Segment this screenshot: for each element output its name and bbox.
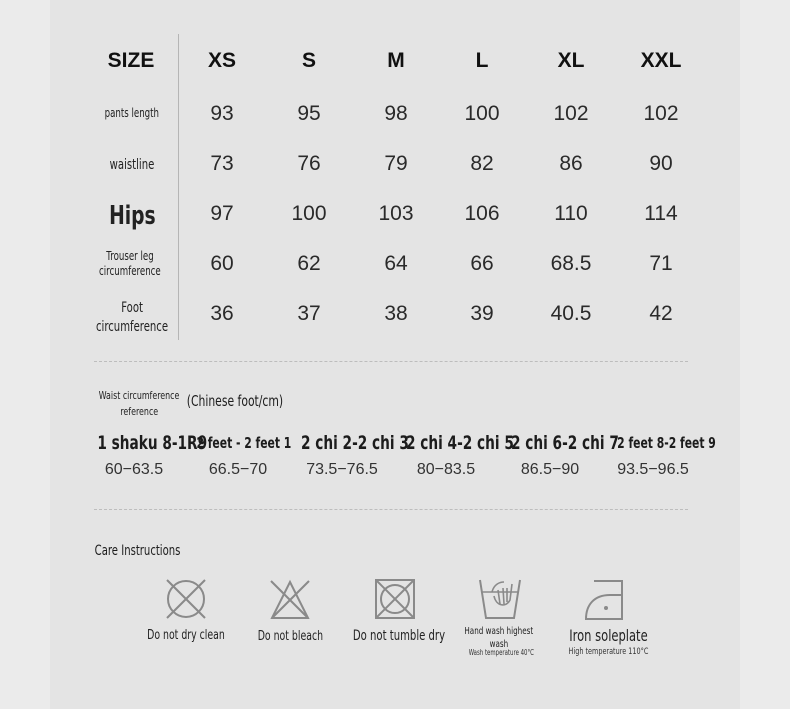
table-cell: 100 xyxy=(464,102,500,125)
table-cell: 73 xyxy=(210,152,234,175)
row-label-waistline: waistline xyxy=(109,157,155,173)
care-title: Care Instructions xyxy=(94,543,181,559)
waist-cm-2: 66.5−70 xyxy=(208,461,268,478)
no-bleach-icon xyxy=(268,578,312,620)
care-label-bleach: Do not bleach xyxy=(257,629,323,644)
row-label-trouser-leg: Trouser leg circumference xyxy=(99,249,161,278)
table-cell: 39 xyxy=(470,302,494,325)
table-cell: 66 xyxy=(470,252,494,275)
row-label-pants-length: pants length xyxy=(104,106,160,120)
waist-cm-5: 86.5−90 xyxy=(520,461,580,478)
table-cell: 100 xyxy=(291,202,327,225)
table-cell: 95 xyxy=(297,102,321,125)
table-cell: 37 xyxy=(297,302,321,325)
table-cell: 110 xyxy=(554,202,588,225)
table-cell: 79 xyxy=(384,152,408,175)
table-cell: 86 xyxy=(559,152,583,175)
table-cell: 62 xyxy=(297,252,321,275)
table-cell: 60 xyxy=(210,252,234,275)
table-cell: 106 xyxy=(464,202,500,225)
table-cell: 64 xyxy=(384,252,408,275)
table-cell: 71 xyxy=(649,252,673,275)
table-cell: 36 xyxy=(210,302,234,325)
waist-reference-label: Waist circumference reference xyxy=(98,389,180,418)
waist-chinese-4: 2 chi 4-2 chi 5 xyxy=(405,432,514,454)
table-cell: 90 xyxy=(649,152,673,175)
row-label-foot-circumference: Foot circumference xyxy=(95,300,169,335)
waist-chinese-3: 2 chi 2-2 chi 3 xyxy=(300,432,409,454)
care-label-hand-wash: Hand wash highest wash xyxy=(464,626,534,650)
size-xxl: XXL xyxy=(640,49,682,72)
unit-note: (Chinese foot/cm) xyxy=(186,392,284,410)
size-xl: XL xyxy=(557,49,585,72)
table-cell: 98 xyxy=(384,102,408,125)
table-cell: 114 xyxy=(644,202,678,225)
care-label-dry-clean: Do not dry clean xyxy=(147,628,225,643)
size-header-label: SIZE xyxy=(107,49,155,72)
waist-cm-4: 80−83.5 xyxy=(416,461,476,478)
table-cell: 76 xyxy=(297,152,321,175)
table-cell: 82 xyxy=(470,152,494,175)
waist-chinese-1: 1 shaku 8-1R9 xyxy=(97,432,208,454)
table-cell: 40.5 xyxy=(550,302,592,325)
waist-cm-1: 60−63.5 xyxy=(104,461,164,478)
waist-chinese-5: 2 chi 6-2 chi 7 xyxy=(510,432,619,454)
table-cell: 103 xyxy=(378,202,414,225)
iron-icon xyxy=(584,577,628,621)
waist-cm-3: 73.5−76.5 xyxy=(306,461,378,478)
care-sub-iron: High temperature 110°C xyxy=(568,647,648,657)
size-l: L xyxy=(475,49,489,72)
size-xs: XS xyxy=(207,49,236,72)
waist-chinese-2: 2 feet - 2 feet 1 xyxy=(196,434,292,452)
table-cell: 42 xyxy=(649,302,673,325)
waist-chinese-6: 2 feet 8-2 feet 9 xyxy=(617,434,716,452)
table-cell: 38 xyxy=(384,302,408,325)
dashed-divider xyxy=(94,361,688,362)
table-cell: 102 xyxy=(643,102,679,125)
table-cell: 97 xyxy=(210,202,234,225)
table-cell: 93 xyxy=(210,102,234,125)
care-label-iron: Iron soleplate xyxy=(568,626,648,645)
waist-cm-6: 93.5−96.5 xyxy=(617,461,689,478)
hand-wash-icon xyxy=(476,578,524,620)
care-label-tumble-dry: Do not tumble dry xyxy=(352,628,446,644)
no-tumble-dry-icon xyxy=(374,578,416,620)
no-dry-clean-icon xyxy=(164,578,208,620)
size-m: M xyxy=(387,49,405,72)
table-divider xyxy=(178,34,179,340)
table-cell: 102 xyxy=(553,102,589,125)
care-sub-hand-wash: Wash temperature 40°C xyxy=(468,648,534,657)
dashed-divider xyxy=(94,509,688,510)
row-label-hips: Hips xyxy=(108,201,156,231)
table-cell: 68.5 xyxy=(550,252,592,275)
size-s: S xyxy=(301,49,316,72)
